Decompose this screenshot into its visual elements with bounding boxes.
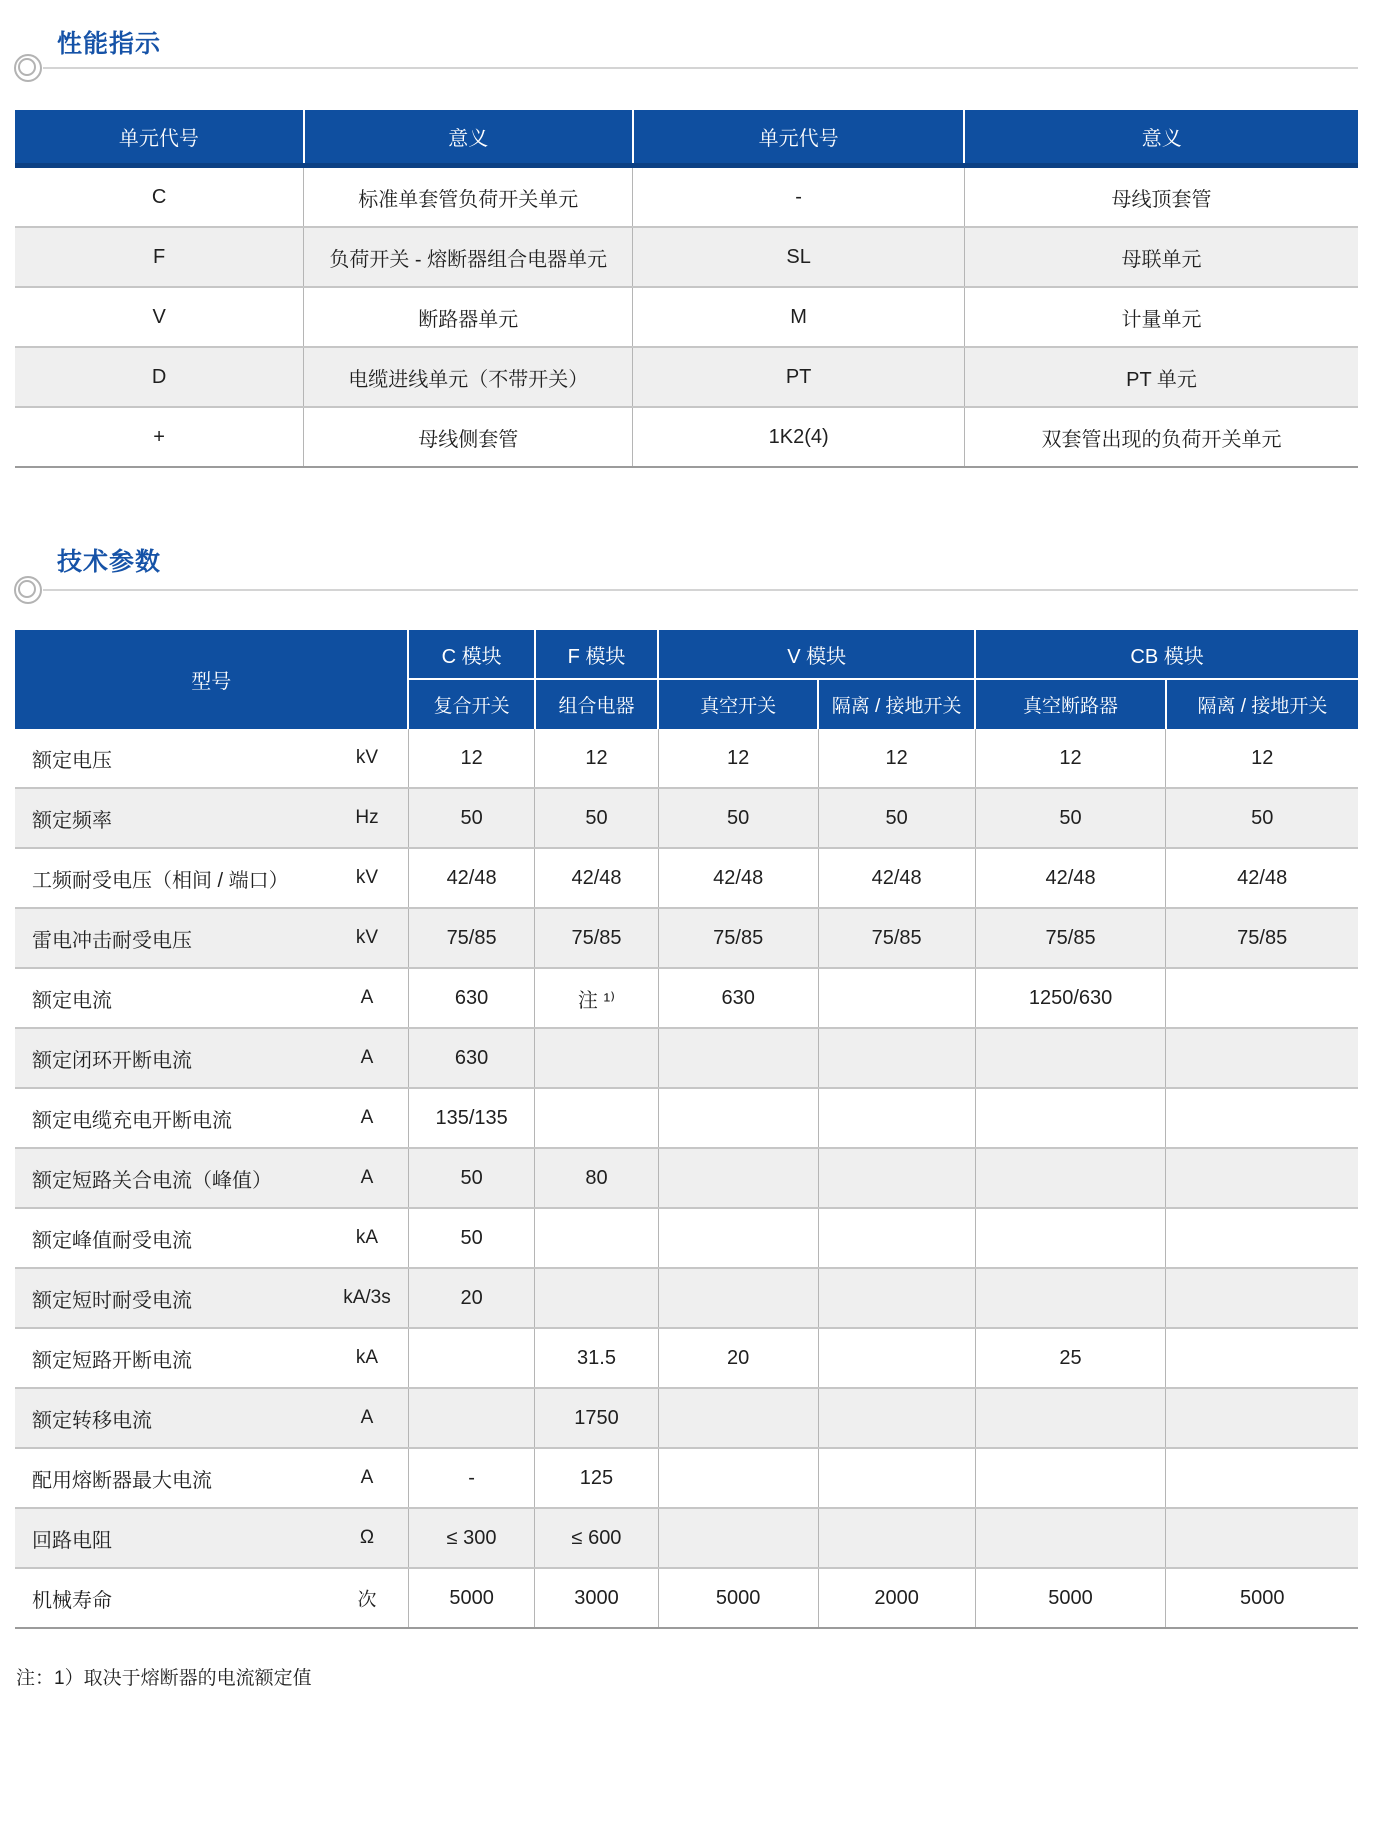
tech-table-row [15,1148,1358,1208]
parameter-unit: kV [355,867,379,888]
value-cell [1166,1328,1358,1388]
tech-table-row [15,968,1358,1028]
value-cell [1166,1388,1358,1448]
tech-table-subheader-cell: 隔离 / 接地开关 [1166,679,1358,729]
value-cell: 20 [408,1268,534,1328]
tech-table-header-group-f: F 模块 [535,630,659,679]
value-cell [975,1148,1166,1208]
unit-table-header-cell: 意义 [964,110,1358,166]
tech-table-header-row-groups [15,630,1358,679]
tech-table-subheader-cell: 真空开关 [658,679,818,729]
value-cell: 50 [408,1208,534,1268]
unit-table-cell: 1K2(4) [633,407,965,467]
unit-table-cell: 计量单元 [964,287,1358,347]
value-cell [818,968,975,1028]
unit-table-cell: 母线顶套管 [964,166,1358,228]
unit-table-row [15,227,1358,287]
parameter-unit: Ω [359,1527,375,1548]
parameter-unit: kA [355,1347,379,1368]
unit-table-header [15,110,1358,166]
value-cell [658,1208,818,1268]
parameter-unit: kV [355,927,379,948]
unit-table-body [15,166,1358,468]
value-cell [818,1088,975,1148]
unit-table-cell: 断路器单元 [304,287,633,347]
parameter-cell [15,1508,408,1568]
unit-table-cell: SL [633,227,965,287]
value-cell: 75/85 [535,908,659,968]
value-cell [818,1388,975,1448]
value-cell: 3000 [535,1568,659,1628]
value-cell: 12 [408,729,534,788]
tech-table-row [15,1328,1358,1388]
parameter-unit: A [360,1167,374,1188]
parameter-label: 额定电缆充电开断电流 [32,1109,232,1132]
unit-table-cell: 负荷开关 - 熔断器组合电器单元 [304,227,633,287]
parameter-label: 回路电阻 [32,1529,112,1552]
value-cell [818,1148,975,1208]
value-cell: 注 ¹⁾ [535,968,659,1028]
tech-table-subheader-cell: 隔离 / 接地开关 [818,679,975,729]
value-cell: 135/135 [408,1088,534,1148]
parameter-cell [15,1388,408,1448]
value-cell: 20 [658,1328,818,1388]
value-cell: 75/85 [818,908,975,968]
unit-table-cell: M [633,287,965,347]
value-cell: 5000 [408,1568,534,1628]
value-cell [975,1508,1166,1568]
value-cell [1166,968,1358,1028]
ring-icon [14,576,42,604]
value-cell: 75/85 [658,908,818,968]
parameter-cell [15,1088,408,1148]
section-title-technical: 技术参数 [57,548,162,576]
tech-table-header-model: 型号 [15,630,408,729]
section-divider-performance [14,54,1358,82]
value-cell: 42/48 [818,848,975,908]
tech-table-row [15,908,1358,968]
parameter-cell [15,1208,408,1268]
horizontal-rule [43,589,1358,591]
tech-table-row [15,1088,1358,1148]
value-cell [975,1388,1166,1448]
value-cell [818,1268,975,1328]
unit-table-cell: 母联单元 [964,227,1358,287]
value-cell: 42/48 [975,848,1166,908]
value-cell: 25 [975,1328,1166,1388]
value-cell: 42/48 [658,848,818,908]
value-cell: 5000 [1166,1568,1358,1628]
value-cell: 125 [535,1448,659,1508]
value-cell: ≤ 300 [408,1508,534,1568]
unit-table-cell: 标准单套管负荷开关单元 [304,166,633,228]
value-cell: 12 [975,729,1166,788]
tech-table-row [15,1508,1358,1568]
value-cell [535,1268,659,1328]
unit-table-header-cell: 单元代号 [15,110,304,166]
parameter-label: 额定峰值耐受电流 [32,1229,192,1252]
parameter-unit: kA [355,1227,379,1248]
value-cell [658,1388,818,1448]
parameter-label: 额定闭环开断电流 [32,1049,192,1072]
horizontal-rule [43,67,1358,69]
parameter-unit: A [360,987,374,1008]
tech-table-row [15,1448,1358,1508]
unit-table-cell: D [15,347,304,407]
parameter-unit: kA/3s [343,1287,391,1308]
unit-table-header-row [15,110,1358,166]
value-cell: 75/85 [1166,908,1358,968]
parameter-unit: A [360,1467,374,1488]
value-cell: 12 [535,729,659,788]
unit-table-cell: - [633,166,965,228]
parameter-cell [15,1028,408,1088]
value-cell: 31.5 [535,1328,659,1388]
tech-table-row [15,1208,1358,1268]
tech-table-header-group-v: V 模块 [658,630,975,679]
footnote: 注：1）取决于熔断器的电流额定值 [16,1668,312,1689]
value-cell: - [408,1448,534,1508]
parameter-label: 雷电冲击耐受电压 [32,929,192,952]
unit-table-cell: V [15,287,304,347]
unit-code-table [15,110,1358,468]
value-cell: 50 [975,788,1166,848]
parameter-unit: kV [355,747,379,768]
value-cell [818,1028,975,1088]
parameter-unit: A [360,1107,374,1128]
parameter-unit: A [360,1047,374,1068]
value-cell [1166,1448,1358,1508]
value-cell [408,1388,534,1448]
tech-table-row [15,1568,1358,1628]
unit-table-header-cell: 意义 [304,110,633,166]
value-cell: 1750 [535,1388,659,1448]
parameter-cell [15,729,408,788]
value-cell: ≤ 600 [535,1508,659,1568]
value-cell [975,1448,1166,1508]
tech-table-row [15,848,1358,908]
tech-table-row [15,788,1358,848]
value-cell: 50 [1166,788,1358,848]
parameter-cell [15,1448,408,1508]
value-cell: 630 [408,968,534,1028]
unit-table-cell: F [15,227,304,287]
value-cell [535,1208,659,1268]
tech-table-subheader-cell: 真空断路器 [975,679,1166,729]
tech-table-row [15,1028,1358,1088]
value-cell [818,1508,975,1568]
unit-table-cell: 母线侧套管 [304,407,633,467]
parameter-unit: A [360,1407,374,1428]
value-cell: 75/85 [975,908,1166,968]
value-cell [975,1208,1166,1268]
tech-table-row [15,1268,1358,1328]
value-cell: 50 [535,788,659,848]
value-cell [1166,1148,1358,1208]
section-divider-technical [14,576,1358,604]
value-cell [1166,1268,1358,1328]
value-cell: 5000 [658,1568,818,1628]
value-cell: 42/48 [408,848,534,908]
parameter-label: 额定电压 [32,749,112,772]
value-cell [1166,1508,1358,1568]
value-cell [1166,1208,1358,1268]
value-cell [408,1328,534,1388]
value-cell: 1250/630 [975,968,1166,1028]
value-cell: 80 [535,1148,659,1208]
unit-table-cell: + [15,407,304,467]
value-cell [658,1028,818,1088]
value-cell: 42/48 [535,848,659,908]
value-cell [658,1268,818,1328]
value-cell: 2000 [818,1568,975,1628]
parameter-unit: 次 [357,1589,377,1611]
value-cell [658,1088,818,1148]
technical-parameters-table [15,630,1358,1629]
unit-table-row [15,287,1358,347]
parameter-cell [15,1268,408,1328]
parameter-cell [15,848,408,908]
parameter-unit: Hz [355,807,379,828]
parameter-label: 工频耐受电压（相间 / 端口） [32,869,289,892]
parameter-label: 额定短路开断电流 [32,1349,192,1372]
ring-icon [14,54,42,82]
value-cell [658,1508,818,1568]
value-cell [975,1028,1166,1088]
value-cell: 12 [658,729,818,788]
unit-table-row [15,166,1358,228]
parameter-label: 配用熔断器最大电流 [32,1469,212,1492]
tech-table-header-group-c: C 模块 [408,630,534,679]
parameter-cell [15,1328,408,1388]
parameter-label: 额定短路关合电流（峰值） [32,1169,272,1192]
value-cell [658,1448,818,1508]
unit-table-header-cell: 单元代号 [633,110,965,166]
parameter-cell [15,908,408,968]
value-cell: 42/48 [1166,848,1358,908]
value-cell [1166,1088,1358,1148]
tech-table-body [15,729,1358,1628]
value-cell [1166,1028,1358,1088]
ring-inner-icon [18,58,36,76]
unit-table-cell: 电缆进线单元（不带开关） [304,347,633,407]
value-cell [535,1088,659,1148]
unit-table-cell: 双套管出现的负荷开关单元 [964,407,1358,467]
tech-table-header-group-cb: CB 模块 [975,630,1358,679]
tech-table-header [15,630,1358,729]
unit-table-cell: PT [633,347,965,407]
value-cell [818,1448,975,1508]
parameter-cell [15,968,408,1028]
unit-table-cell: C [15,166,304,228]
value-cell: 630 [408,1028,534,1088]
value-cell: 75/85 [408,908,534,968]
parameter-label: 额定短时耐受电流 [32,1289,192,1312]
value-cell: 630 [658,968,818,1028]
tech-table-row [15,1388,1358,1448]
ring-inner-icon [18,580,36,598]
value-cell: 50 [818,788,975,848]
unit-table-row [15,347,1358,407]
value-cell [658,1148,818,1208]
parameter-cell [15,1148,408,1208]
section-title-performance: 性能指示 [57,30,162,58]
value-cell [818,1328,975,1388]
parameter-cell [15,1568,408,1628]
value-cell: 12 [1166,729,1358,788]
value-cell [818,1208,975,1268]
value-cell: 50 [408,1148,534,1208]
parameter-label: 额定转移电流 [32,1409,152,1432]
value-cell: 12 [818,729,975,788]
value-cell [975,1268,1166,1328]
value-cell [535,1028,659,1088]
tech-table-row [15,729,1358,788]
parameter-label: 机械寿命 [32,1589,112,1612]
value-cell [975,1088,1166,1148]
value-cell: 5000 [975,1568,1166,1628]
value-cell: 50 [658,788,818,848]
value-cell: 50 [408,788,534,848]
parameter-label: 额定电流 [32,989,112,1012]
tech-table-subheader-cell: 组合电器 [535,679,659,729]
tech-table-subheader-cell: 复合开关 [408,679,534,729]
unit-table-cell: PT 单元 [964,347,1358,407]
unit-table-row [15,407,1358,467]
parameter-cell [15,788,408,848]
parameter-label: 额定频率 [32,809,112,832]
